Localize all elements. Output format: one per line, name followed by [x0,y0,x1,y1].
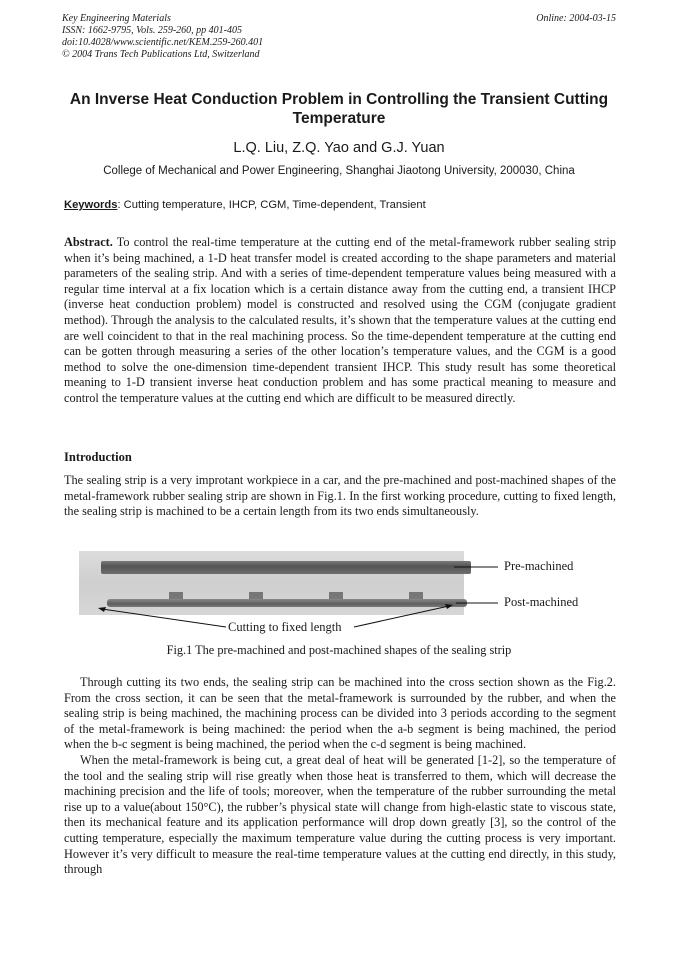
paper-authors: L.Q. Liu, Z.Q. Yao and G.J. Yuan [233,140,445,156]
label-cutting: Cutting to fixed length [228,620,342,634]
abstract [64,235,616,407]
label-post-machined: Post-machined [504,595,579,609]
figure-1-caption: Fig.1 The pre-machined and post-machined shapes of the sealing strip [166,643,512,657]
label-pre-machined: Pre-machined [504,559,574,573]
body-paragraph: When the metal-framework is being cut, a great deal of heat will be generated [1-2], so the temperature of the tool and the sealing strip will rise greatly when those heat is transferred to them, which will decrease the machining precision and the life of tools; moreover, when the temperature of the rubber surrounding the metal rise up to a value(about 150°C), the rubber’s physical state will change from high-elastic state to viscous state, then its mechanical feature and its application performance will drop down greatly [3], so the control of the cutting temperature, especially the maximum temperature value during the cutting process is very important. However it’s very difficult to measure the real-time temperature values at the cutting end directly, in this study, through [64,752,616,877]
issn-line: ISSN: 1662-9795, Vols. 259-260, pp 401-405 [62,25,242,36]
copyright-line: © 2004 Trans Tech Publications Ltd, Switzerland [62,49,260,60]
page-header [62,13,616,61]
online-date: Online: 2004-03-15 [536,13,616,24]
section-heading-introduction: Introduction [64,450,132,464]
arrowhead-left [98,607,106,612]
keywords-line [64,199,616,211]
intro-paragraph: The sealing strip is a very improtant workpiece in a car, and the pre-machined and post-machined shapes of the metal-framework rubber sealing strip are shown in Fig.1. In the first working procedure, cutting to fixed length, the sealing strip is machined to be a certain length from its two ends simultaneously. [64,473,616,519]
abstract-text: To control the real-time temperature at the cutting end of the metal-framework rubber sealing strip when it’s being machined, a 1-D heat transfer model is created according to the shape parameters and material parameters of the sealing strip. And with a series of time-dependent temperature values being measured with a regular time interval at a fix location which is a certain distance away from the cutting end, a transient IHCP (inverse heat conduction problem) model is constructed and resolved using the CGM (conjugate gradient method). Through the analysis to the calculated results, it’s shown that the temperature values at the cutting end are well coincident to that in the real machining process. So the time-dependent temperature at the cutting end can be gotten through measuring a series of the other location’s temperature values, and the CGM is a good method to solve the one-dimension time-dependent transient IHCP. This study result has some theoretical meaning to 1-D transient inverse heat conduction problem and has some practical meaning to measure and control the temperature values at the cutting end which are difficult to be measured directly. [64,235,616,405]
keywords-text: : Cutting temperature, IHCP, CGM, Time-dependent, Transient [117,199,426,211]
body-paragraphs [64,675,616,878]
abstract-label: Abstract. [64,235,113,249]
keywords-label: Keywords [64,199,118,211]
figure-1 [64,551,616,641]
journal-name: Key Engineering Materials [62,13,171,24]
doi-line: doi:10.4028/www.scientific.net/KEM.259-260.401 [62,37,264,48]
paper-affiliation: College of Mechanical and Power Engineering, Shanghai Jiaotong University, 200030, China [103,165,575,177]
leader-arrow-left [102,609,226,627]
arrowhead-right [445,604,453,609]
journal-info [62,13,616,61]
body-paragraph: Through cutting its two ends, the sealing strip can be machined into the cross section shown as the Fig.2. From the cross section, it can be seen that the metal-framework is surrounded by the rubber, and when the sealing strip is being machined, the machining process can be divided into 3 periods according to the segment of the metal-framework is being machined: the period when the a-b segment is being machined, the period when the b-c segment is being machined, the period when the c-d segment is being machined. [64,675,616,752]
paper-title: An Inverse Heat Conduction Problem in Controlling the Transient Cutting Temperature [69,91,609,127]
leader-arrow-right [354,606,449,627]
